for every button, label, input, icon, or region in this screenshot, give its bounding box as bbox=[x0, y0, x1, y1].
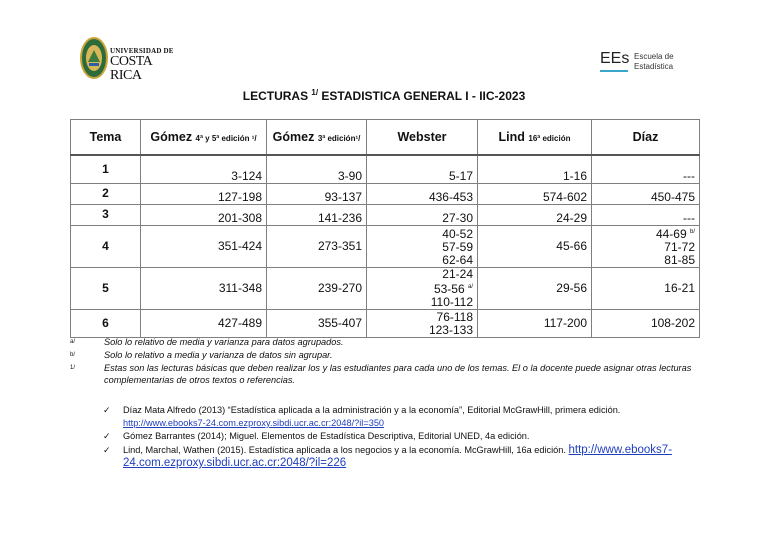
cell-line: 71-72 bbox=[664, 239, 695, 254]
cell-tema: 5 bbox=[71, 267, 141, 309]
cell-diaz: 16-21 bbox=[592, 267, 700, 309]
ees-logo-underline bbox=[600, 70, 628, 72]
table-row bbox=[71, 155, 700, 183]
reference-text: Lind, Marchal, Wathen (2015). Estadística aplicada a los negocios y a la economía. McGrawHill, 16a edición. bbox=[123, 445, 569, 455]
checkmark-icon: ✓ bbox=[103, 445, 111, 455]
cell-lind: 574-602 bbox=[478, 183, 592, 204]
cell-diaz: 108-202 bbox=[592, 309, 700, 337]
cell-gomez45: 427-489 bbox=[141, 309, 267, 337]
header-lind: Lind 16ª edición bbox=[478, 120, 592, 156]
checkmark-icon: ✓ bbox=[103, 405, 111, 415]
reference-link[interactable]: http://www.ebooks7-24.com.ezproxy.sibdi.ucr.ac.cr:2048/?il=350 bbox=[123, 418, 385, 428]
ucr-logo bbox=[80, 36, 180, 84]
cell-gomez3: 141-236 bbox=[267, 204, 367, 225]
cell-webster bbox=[367, 267, 478, 309]
cell-webster: 27-30 bbox=[367, 204, 478, 225]
cell-webster bbox=[367, 225, 478, 267]
cell-diaz: --- bbox=[592, 155, 700, 183]
cell-tema: 4 bbox=[71, 225, 141, 267]
cell-gomez45: 201-308 bbox=[141, 204, 267, 225]
cell-diaz: 450-475 bbox=[592, 183, 700, 204]
cell-lind: 45-66 bbox=[478, 225, 592, 267]
footnote-text: Solo lo relativo a media y varianza de datos sin agrupar. bbox=[104, 350, 333, 360]
table-row bbox=[71, 225, 700, 267]
table-header-row bbox=[71, 120, 700, 156]
cell-gomez45: 127-198 bbox=[141, 183, 267, 204]
header-gomez-3: Gómez 3ª edición¹/ bbox=[267, 120, 367, 156]
cell-line: 57-59 bbox=[442, 239, 473, 254]
ucr-name-small: UNIVERSIDAD DE bbox=[110, 47, 174, 55]
footnote-text: Solo lo relativo de media y varianza para datos agrupados. bbox=[104, 337, 344, 347]
ucr-seal-icon bbox=[80, 36, 108, 80]
cell-gomez3: 93-137 bbox=[267, 183, 367, 204]
cell-tema: 1 bbox=[71, 155, 141, 183]
cell-line: 81-85 bbox=[664, 252, 695, 267]
cell-line: 40-52 bbox=[442, 226, 473, 241]
title-post: ESTADISTICA GENERAL I - IIC-2023 bbox=[318, 89, 526, 103]
title-sup: 1/ bbox=[311, 88, 319, 97]
ees-line-2: Estadística bbox=[634, 62, 674, 71]
cell-line: 76-118 bbox=[436, 309, 473, 324]
cell-diaz: --- bbox=[592, 204, 700, 225]
footnote-mark: a/ bbox=[70, 339, 76, 345]
cell-gomez45: 311-348 bbox=[141, 267, 267, 309]
footnote-mark: b/ bbox=[70, 352, 76, 358]
cell-line: 62-64 bbox=[442, 252, 473, 267]
cell-webster: 436-453 bbox=[367, 183, 478, 204]
cell-gomez45: 351-424 bbox=[141, 225, 267, 267]
table-row bbox=[71, 204, 700, 225]
cell-line: 110-112 bbox=[430, 294, 473, 309]
cell-tema: 6 bbox=[71, 309, 141, 337]
cell-tema: 3 bbox=[71, 204, 141, 225]
cell-webster bbox=[367, 309, 478, 337]
ucr-name-big: COSTA RICA bbox=[110, 54, 152, 83]
table-row bbox=[71, 183, 700, 204]
cell-gomez3: 3-90 bbox=[267, 155, 367, 183]
header-tema: Tema bbox=[71, 120, 141, 156]
cell-gomez3: 239-270 bbox=[267, 267, 367, 309]
cell-lind: 29-56 bbox=[478, 267, 592, 309]
cell-gomez45: 3-124 bbox=[141, 155, 267, 183]
cell-lind: 1-16 bbox=[478, 155, 592, 183]
cell-line: 21-24 bbox=[442, 266, 473, 281]
cell-webster: 5-17 bbox=[367, 155, 478, 183]
ees-line-1: Escuela de bbox=[634, 52, 674, 61]
table-row bbox=[71, 309, 700, 337]
reference-text: Díaz Mata Alfredo (2013) “Estadística aplicada a la administración y a la economía”, Editorial McGrawHill, primera edición. bbox=[123, 405, 621, 415]
cell-gomez3: 273-351 bbox=[267, 225, 367, 267]
cell-gomez3: 355-407 bbox=[267, 309, 367, 337]
footnote-mark: 1/ bbox=[70, 365, 76, 371]
reference-text: Gómez Barrantes (2014); Miguel. Elementos de Estadística Descriptiva, Editorial UNED, 4a edición. bbox=[123, 431, 530, 441]
readings-table bbox=[70, 119, 700, 338]
ees-logo-text: EEs bbox=[600, 50, 630, 67]
cell-line: 123-133 bbox=[428, 322, 473, 337]
header-diaz: Díaz bbox=[592, 120, 700, 156]
cell-diaz bbox=[592, 225, 700, 267]
ees-logo bbox=[600, 50, 710, 76]
cell-tema: 2 bbox=[71, 183, 141, 204]
checkmark-icon: ✓ bbox=[103, 431, 111, 441]
reference-link[interactable]: http://www.ebooks7-24.com.ezproxy.sibdi.ucr.ac.cr:2048/?il=226 bbox=[123, 444, 673, 469]
cell-lind: 117-200 bbox=[478, 309, 592, 337]
footnote-text: Estas son las lecturas básicas que deben realizar los y las estudiantes para cada uno de los temas. El o la docente puede asignar otras lecturas complementarias de otros textos o referencias. bbox=[104, 363, 692, 385]
title-pre: LECTURAS bbox=[242, 89, 312, 103]
header-gomez-45: Gómez 4ª y 5ª edición ¹/ bbox=[141, 120, 267, 156]
cell-lind: 24-29 bbox=[478, 204, 592, 225]
cell-line: 53-56 $^{a/}$ bbox=[433, 281, 473, 296]
document-title bbox=[0, 88, 768, 103]
header-webster: Webster bbox=[367, 120, 478, 156]
cell-line: 44-69 $^{b/}$ bbox=[655, 226, 695, 241]
table-row bbox=[71, 267, 700, 309]
